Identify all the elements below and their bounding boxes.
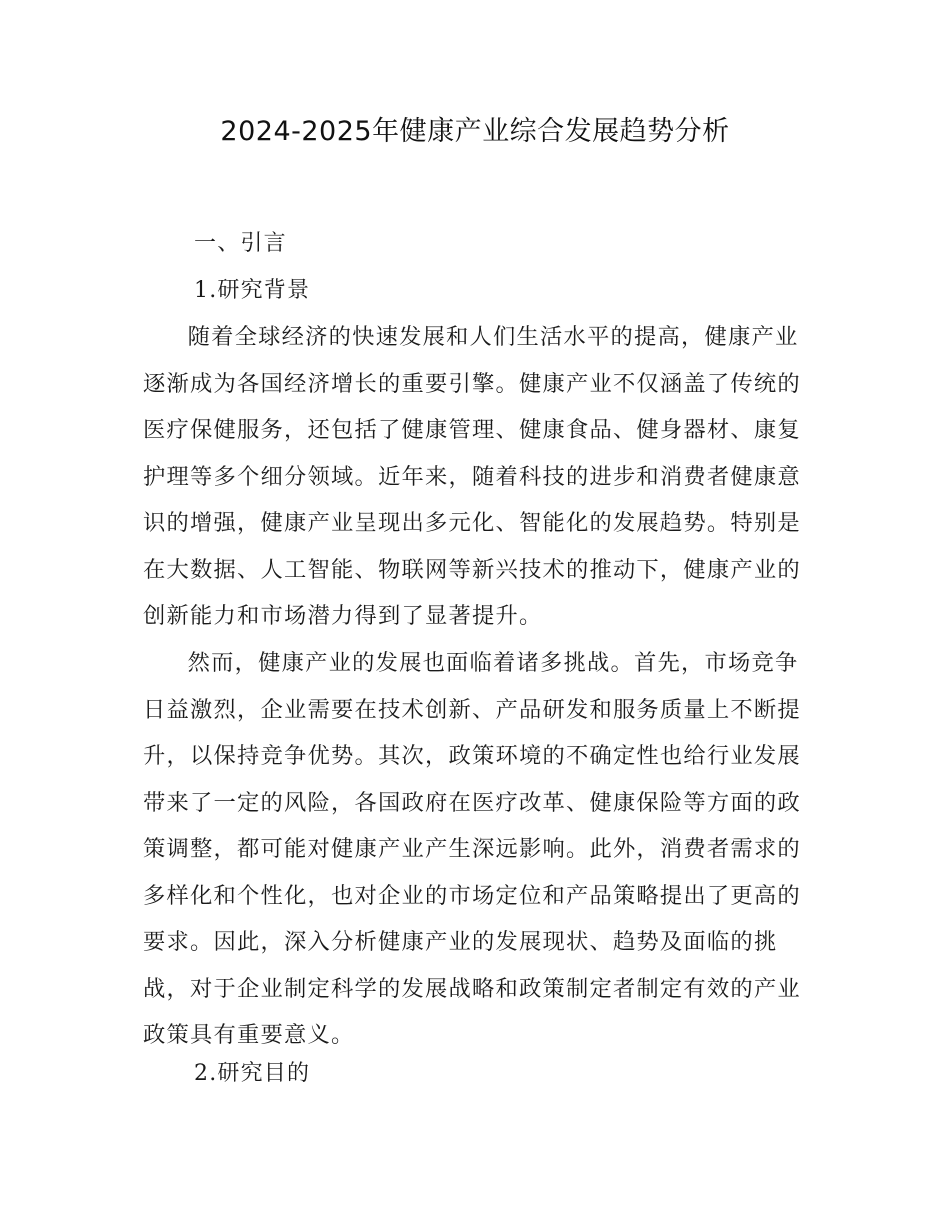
document-title: 2024-2025年健康产业综合发展趋势分析 bbox=[220, 116, 730, 147]
section-heading-introduction: 一、引言 bbox=[194, 231, 287, 256]
subsection-heading-research-background: 1.研究背景 bbox=[194, 278, 311, 303]
paragraph-challenges: 然而，健康产业的发展也面临着诸多挑战。首先，市场竞争日益激烈，企业需要在技术创新、产品研发和服务质量上不断提升，以保持竞争优势。其次，政策环境的不确定性也给行业发展带来了一定的风险，各国政府在医疗改革、健康保险等方面的政策调整，都可能对健康产业产生深远影响。此外，消费者需求的多样化和个性化，也对企业的市场定位和产品策略提出了更高的要求。因此，深入分析健康产业的发展现状、趋势及面临的挑战，对于企业制定科学的发展战略和政策制定者制定有效的产业政策具有重要意义。 bbox=[143, 650, 801, 1048]
paragraph-background: 随着全球经济的快速发展和人们生活水平的提高，健康产业逐渐成为各国经济增长的重要引擎。健康产业不仅涵盖了传统的医疗保健服务，还包括了健康管理、健康食品、健身器材、康复护理等多个细分领域。近年来，随着科技的进步和消费者健康意识的增强，健康产业呈现出多元化、智能化的发展趋势。特别是在大数据、人工智能、物联网等新兴技术的推动下，健康产业的创新能力和市场潜力得到了显著提升。 bbox=[143, 324, 801, 629]
subsection-heading-research-purpose: 2.研究目的 bbox=[194, 1061, 311, 1086]
